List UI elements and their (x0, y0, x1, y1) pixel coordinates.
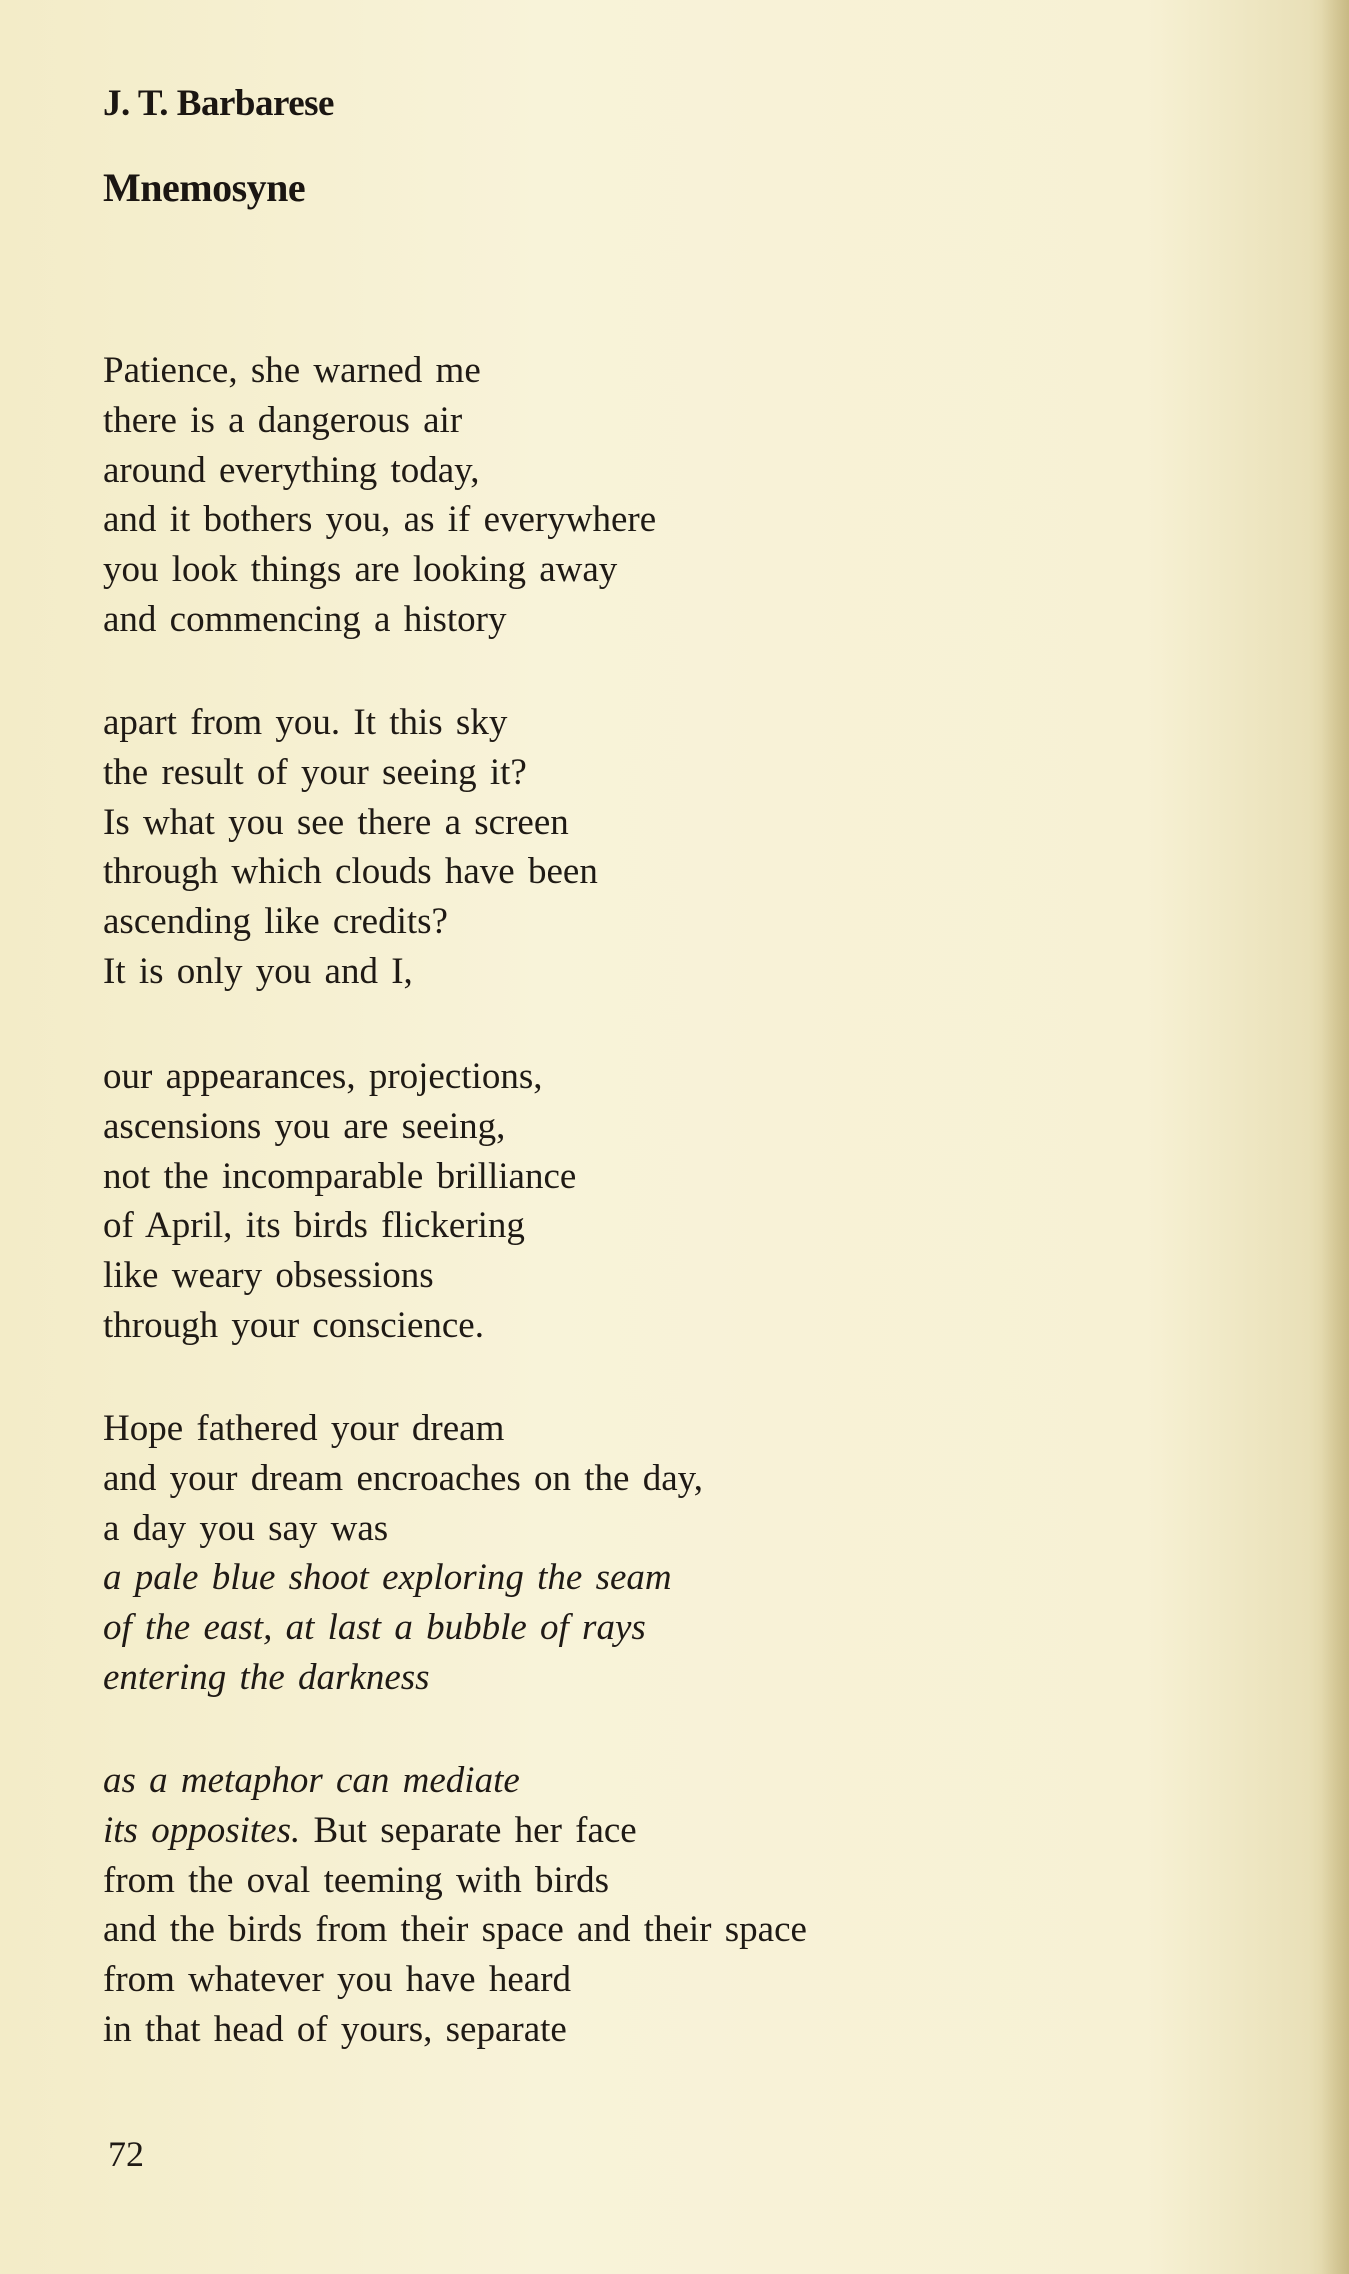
stanza-5 (103, 1756, 807, 2055)
stanza-1 (103, 346, 656, 645)
poem-line-italic-part: its opposites. (103, 1809, 301, 1851)
poem-line: of April, its birds flickering (103, 1205, 525, 1247)
poem-line: and commencing a history (103, 598, 507, 640)
poem-line: Patience, she warned me (103, 350, 481, 391)
page-number: 72 (108, 2134, 144, 2174)
poem-line: through which clouds have been (103, 851, 598, 893)
stanza-3 (103, 1052, 576, 1351)
stanza-4 (103, 1404, 703, 1703)
poem-line: through your conscience. (103, 1304, 484, 1346)
poem-line: and the birds from their space and their space (103, 1909, 807, 1951)
poem-line: ascensions you are seeing, (103, 1105, 506, 1147)
poem-line: from the oval teeming with birds (103, 1859, 610, 1901)
page-edge-shadow (1321, 0, 1349, 2274)
poem-line: not the incomparable brilliance (103, 1155, 577, 1197)
stanza-2 (103, 698, 598, 997)
poem-line: our appearances, projections, (103, 1056, 543, 1097)
poem-line: ascending like credits? (103, 901, 448, 943)
poem-line-mixed (103, 1806, 807, 1856)
poem-title: Mnemosyne (103, 165, 306, 210)
poem-line-italic: as a metaphor can mediate (103, 1760, 520, 1801)
poem-line-italic: entering the darkness (103, 1656, 430, 1698)
poem-line: Is what you see there a screen (103, 801, 569, 843)
poem-line-italic: of the east, at last a bubble of rays (103, 1607, 646, 1649)
poem-line: and it bothers you, as if everywhere (103, 499, 657, 541)
poem-line-italic: a pale blue shoot exploring the seam (103, 1557, 672, 1599)
poem-line: the result of your seeing it? (103, 751, 527, 793)
poem-line: Hope fathered your dream (103, 1408, 505, 1449)
author-name: J. T. Barbarese (103, 83, 334, 124)
poem-line: there is a dangerous air (103, 399, 463, 441)
poem-line: like weary obsessions (103, 1255, 434, 1297)
poem-line: from whatever you have heard (103, 1959, 572, 2001)
poem-line: and your dream encroaches on the day, (103, 1457, 703, 1499)
poem-line-roman-part: But separate her face (300, 1809, 637, 1851)
poem-line: a day you say was (103, 1507, 389, 1549)
poem-line: you look things are looking away (103, 549, 618, 591)
poem-line: It is only you and I, (103, 950, 413, 992)
poem-line: around everything today, (103, 449, 480, 491)
poem-line: in that head of yours, separate (103, 2008, 567, 2050)
poem-line: apart from you. It this sky (103, 702, 508, 743)
